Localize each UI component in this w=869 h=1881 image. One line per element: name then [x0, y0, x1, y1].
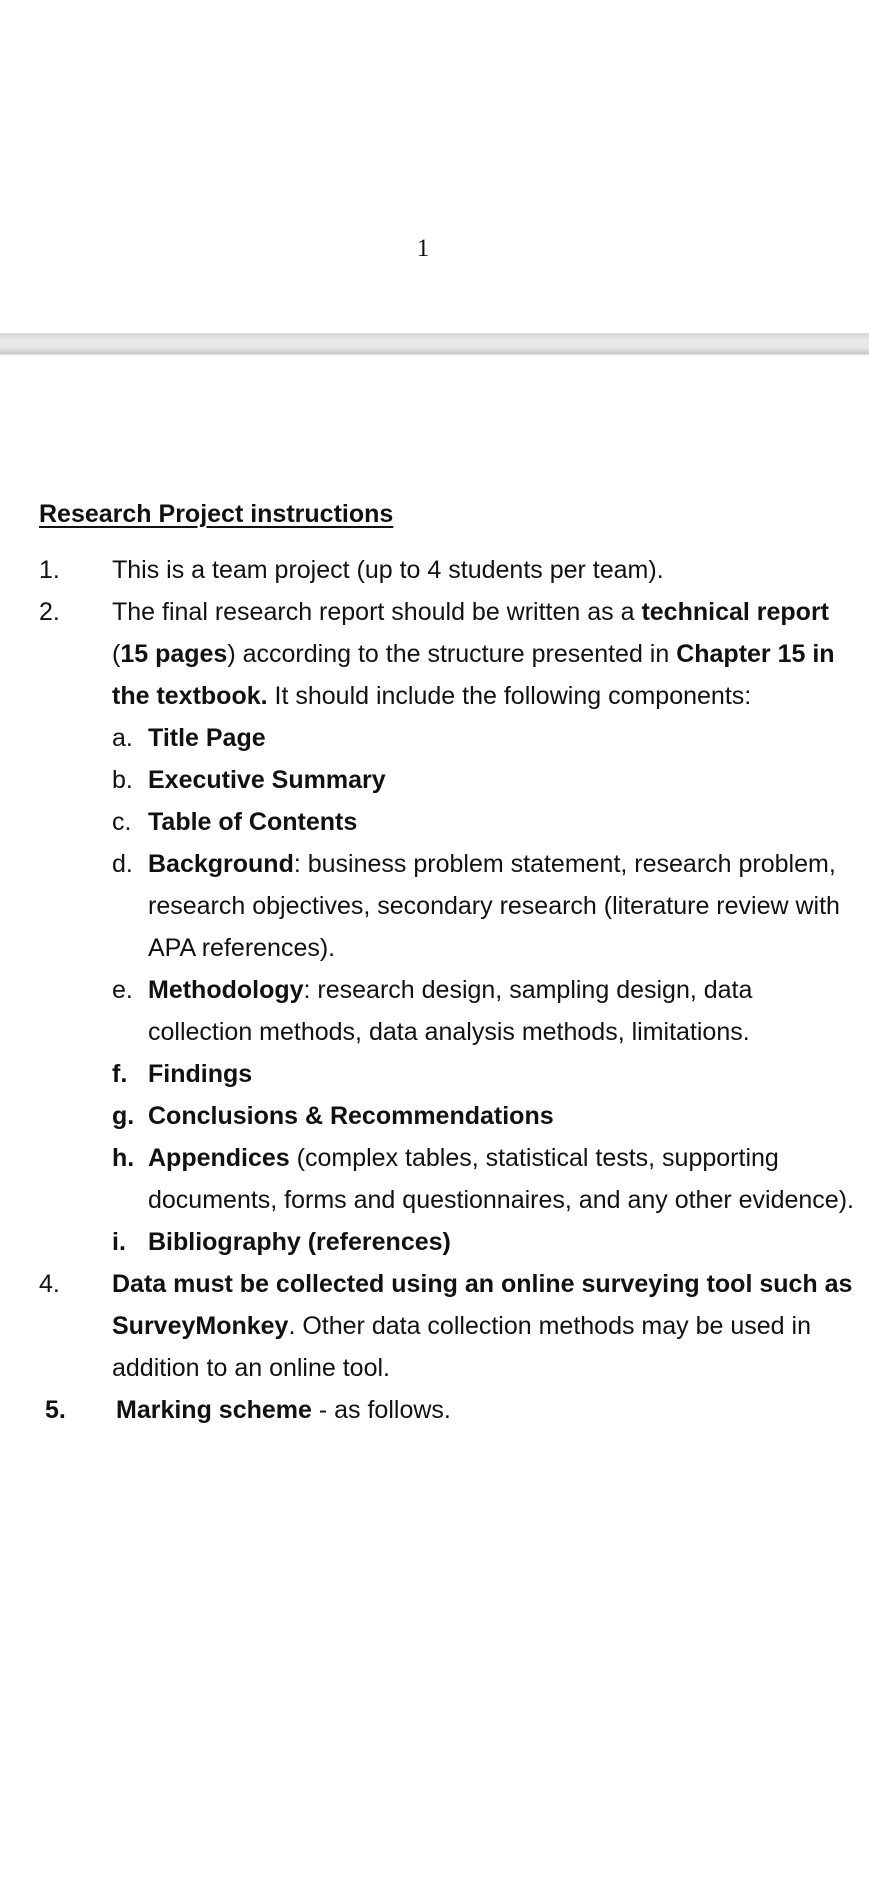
list-text: This is a team project (up to 4 students per team). [112, 556, 664, 584]
list-text: Data must be collected using an online surveying tool such as SurveyMonkey. Other data collection methods may be used in addition to an online tool. [112, 1270, 853, 1382]
list-number: 5. [45, 1396, 66, 1424]
list-number: 2. [39, 598, 60, 626]
list-text: The final research report should be written as a technical report (15 pages) according to the structure presented in Chapter 15 in the textbook. It should include the following components: [112, 598, 835, 710]
list-text: Marking scheme - as follows. [116, 1396, 451, 1424]
page-separator [0, 333, 869, 354]
list-number: 1. [39, 556, 60, 584]
page-number: 1 [416, 235, 430, 262]
list-number: 4. [39, 1270, 60, 1298]
document-heading: Research Project instructions [39, 500, 394, 528]
